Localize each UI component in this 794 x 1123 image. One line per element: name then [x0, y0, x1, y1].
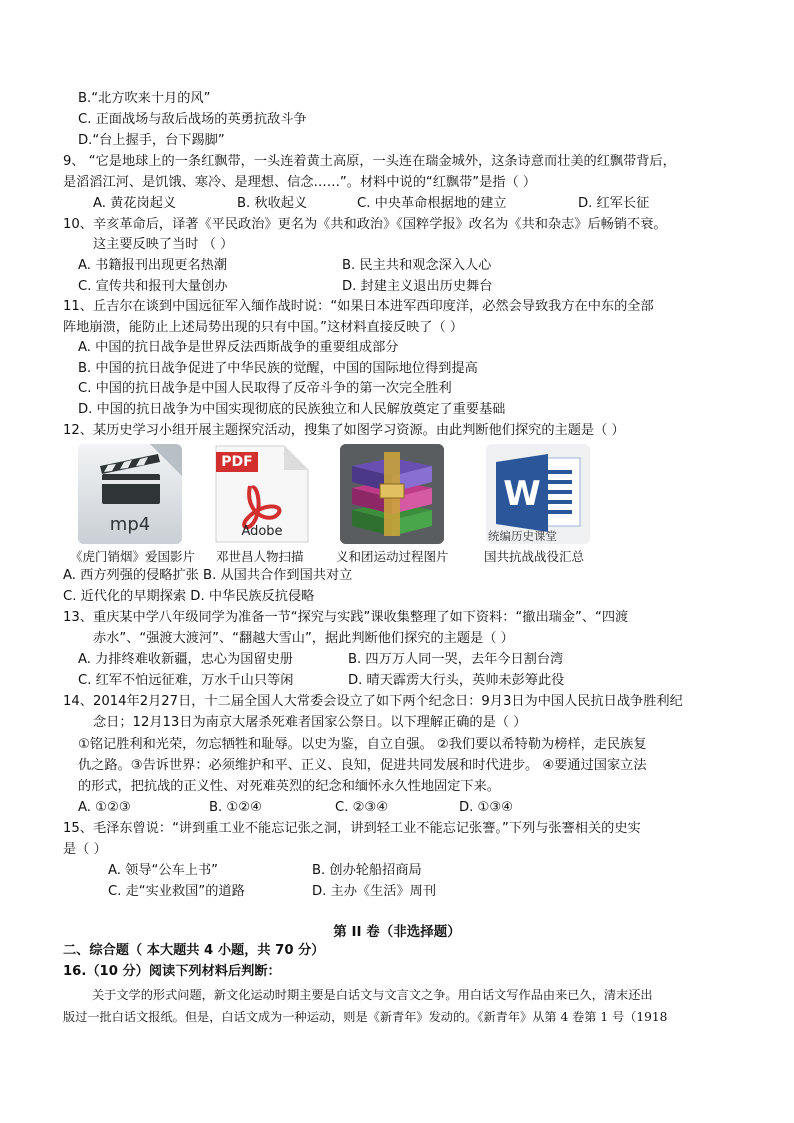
video-file-icon [78, 444, 182, 544]
q10-option-a: A. 书籍报刊出现更名热潮 [78, 258, 228, 273]
q9-option-a: A. 黄花岗起义 [93, 196, 177, 211]
q15-option-b: B. 创办轮船招商局 [312, 863, 422, 878]
q14-option-a: A. ①②③ [78, 800, 131, 815]
q11-option-a: A. 中国的抗日战争是世界反法西斯战争的重要组成部分 [78, 340, 399, 355]
q14-item-3: 的形式，把抗战的正义性、对死难英烈的纪念和缅怀永久性地固定下来。 [78, 779, 500, 794]
q13-stem-1: 13、重庆某中学八年级同学为准备一节“探究与实践”课收集整理了如下资料：“撤出瑞金”、“四渡 [63, 610, 629, 625]
q16-heading: 16.（10 分）阅读下列材料后判断： [63, 964, 281, 979]
q15-stem-2: 是（ ） [63, 842, 107, 857]
q12-stem: 12、某历史学习小组开展主题探究活动，搜集了如图学习资源。由此判断他们探究的主题是（ ） [63, 423, 625, 438]
q12-option-cd: C. 近代化的早期探索 D. 中华民族反抗侵略 [63, 589, 315, 604]
q14-stem-2: 念日；12月13日为南京大屠杀死难者国家公祭日。以下理解正确的是（ ） [93, 715, 527, 730]
q11-option-d: D. 中国的抗日战争为中国实现彻底的民族独立和人民解放奠定了重要基础 [78, 402, 506, 417]
watermark-text: 统编历史课堂 [488, 529, 557, 543]
q15-stem-1: 15、毛泽东曾说：“讲到重工业不能忘记张之洞，讲到轻工业不能忘记张謇。”下列与张謇相关的史实 [63, 821, 641, 836]
q13-option-b: B. 四万万人同一哭，去年今日割台湾 [348, 652, 564, 667]
q13-option-c: C. 红军不怕远征难，万水千山只等闲 [78, 673, 294, 688]
q10-stem-1: 10、辛亥革命后，译著《平民政治》更名为《共和政治》《国粹学报》改名为《共和杂志》后畅销不衰。 [63, 217, 667, 232]
mp4-label: mp4 [109, 514, 151, 535]
q15-option-c: C. 走“实业救国”的道路 [108, 884, 245, 899]
resource-image-row [70, 444, 638, 564]
caption-archive: 义和团运动过程图片 [336, 549, 449, 564]
material-line-1: 关于文学的形式问题，新文化运动时期主要是白话文与文言文之争。用白话文写作品由来已久，清末还出 [92, 988, 653, 1002]
q9-option-c: C. 中央革命根据地的建立 [357, 196, 507, 211]
q9-option-d: D. 红军长征 [578, 196, 650, 211]
q14-option-b: B. ①②④ [209, 800, 262, 815]
q11-stem-2: 阵地崩溃，能防止上述局势出现的只有中国。”这材料直接反映了（ ） [63, 320, 464, 335]
q9-option-b: B. 秋收起义 [237, 196, 308, 211]
word-file-icon [486, 444, 590, 544]
q10-option-d: D. 封建主义退出历史舞台 [342, 279, 493, 294]
q9-stem-2: 是滔滔江河、是饥饿、寒冷、是理想、信念……”。材料中说的“红飘带”是指（ ） [63, 175, 537, 190]
q8-option-c: C. 正面战场与敌后战场的英勇抗敌斗争 [78, 112, 307, 127]
pdf-file-icon [210, 444, 314, 544]
q15-option-d: D. 主办《生活》周刊 [312, 884, 437, 899]
q9-stem-1: 9、 “它是地球上的一条红飘带，一头连着黄土高原，一头连在瑞金城外，这条诗意而壮美的红飘带背后， [63, 154, 676, 169]
q12-option-ab: A. 西方列强的侵略扩张 B. 从国共合作到国共对立 [63, 568, 353, 583]
q8-option-d: D.“台上握手，台下踢脚” [78, 133, 225, 148]
part-two-heading: 二、综合题（ 本大题共 4 小题，共 70 分） [63, 943, 325, 958]
q10-stem-2: 这主要反映了当时 （ ） [93, 237, 234, 252]
caption-pdf: 邓世昌人物扫描 [216, 549, 304, 564]
word-label: W [503, 474, 541, 514]
adobe-label: Adobe [241, 524, 283, 539]
q15-option-a: A. 领导“公车上书” [108, 863, 218, 878]
material-line-2: 版过一批白话文报纸。但是，白话文成为一种运动，则是《新青年》发动的。《新青年》从第 4 卷第 1 号（1918 [63, 1010, 668, 1024]
section-title: 第 II 卷（非选择题） [333, 924, 461, 940]
q14-item-1: ①铭记胜利和光荣，勿忘牺牲和耻辱。以史为鉴，自立自强。 ②我们要以希特勒为榜样，走民族复 [78, 737, 647, 752]
archive-file-icon [340, 444, 444, 544]
q10-option-c: C. 宣传共和报刊大量创办 [78, 279, 228, 294]
caption-video: 《虎门销烟》爱国影片 [70, 549, 196, 564]
q14-item-2: 仇之路。③告诉世界：必须维护和平、正义、良知，促进共同发展和时代进步。 ④要通过国家立法 [78, 758, 647, 773]
q10-option-b: B. 民主共和观念深入人心 [342, 258, 492, 273]
q13-option-a: A. 力排终难收新疆，忠心为国留史册 [78, 652, 293, 667]
caption-word: 国共抗战战役汇总 [484, 549, 585, 564]
q14-option-c: C. ②③④ [335, 800, 389, 815]
q14-option-d: D. ①③④ [459, 800, 514, 815]
q14-stem-1: 14、2014年2月27日，十二届全国人大常委会设立了如下两个纪念日：9月3日为中国人民抗日战争胜利纪 [63, 694, 683, 709]
pdf-label: PDF [221, 454, 253, 470]
q13-stem-2: 赤水”、“强渡大渡河”、“翻越大雪山”，据此判断他们探究的主题是（ ） [93, 631, 514, 646]
q11-option-b: B. 中国的抗日战争促进了中华民族的觉醒，中国的国际地位得到提高 [78, 361, 478, 376]
q8-option-b: B.“北方吹来十月的风” [78, 91, 211, 106]
q11-option-c: C. 中国的抗日战争是中国人民取得了反帝斗争的第一次完全胜利 [78, 381, 452, 396]
q11-stem-1: 11、丘吉尔在谈到中国远征军入缅作战时说：“如果日本进军西印度洋，必然会导致我方在中东的全部 [63, 299, 654, 314]
q13-option-d: D. 晴天霹雳大行头，英帅未彭筹此役 [348, 673, 565, 688]
